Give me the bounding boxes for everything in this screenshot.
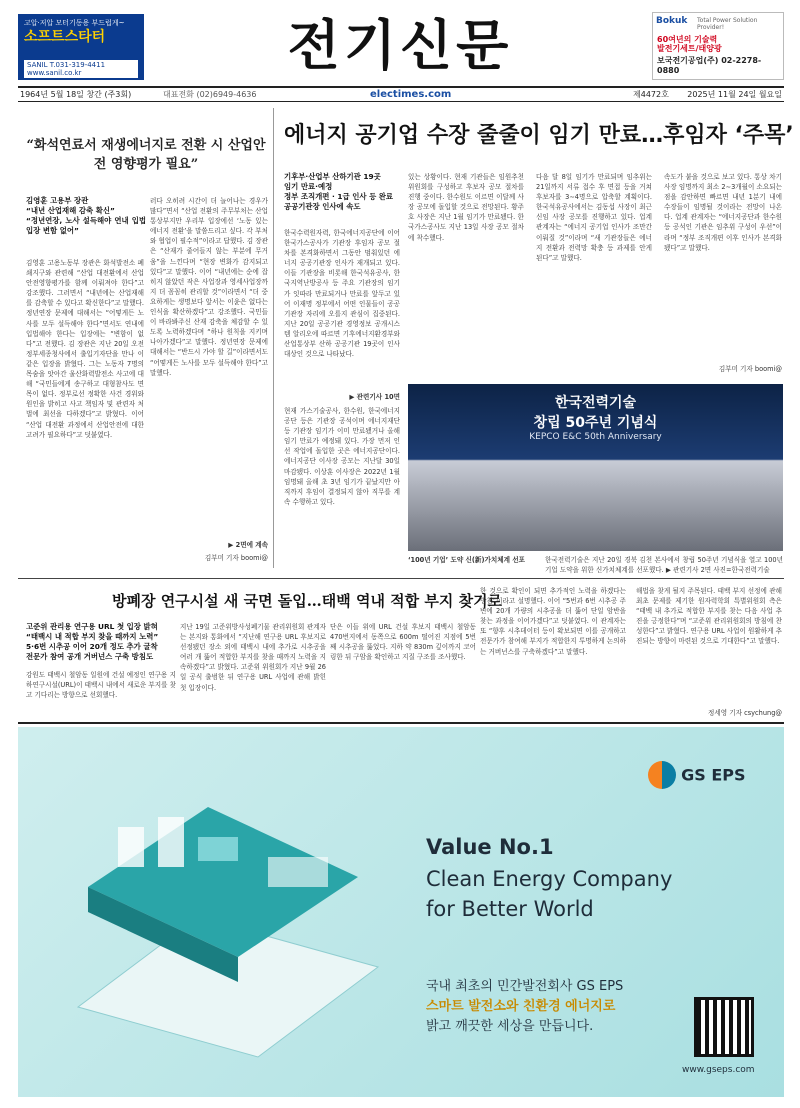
ad-line: 60여년의 기술력 발전기세트/태양광 xyxy=(657,35,722,53)
issue-date: 2025년 11월 24일 월요일 xyxy=(687,90,782,99)
top-right-ad[interactable] xyxy=(652,12,784,80)
section-divider xyxy=(18,578,784,579)
photo-subtitle: KEPCO E&C 50th Anniversary xyxy=(529,432,662,442)
photo-caption-title: ‘100년 기업’ 도약 신(新)가치체계 선포 xyxy=(408,556,526,564)
story2-body-col5: 속도가 붙을 것으로 보고 있다. 통상 차기 사장 임명까지 최소 2∼3개월이 소요되는 점을 감안하면 빠르면 내년 1분기 내에 수장들이 임명될 것이라는 전망이 나온다. 업계 관계자는 “에너지공단과 한수원 등 공석인 기관은 임추위 구성이 우선”이라며 “정부 조직개편 이후 인사가 본격화됐다”고 말했다. xyxy=(664,173,782,252)
smart-plant-illustration xyxy=(58,767,388,1077)
ad-contact: SANIL T.031-319-4411 www.sanil.co.kr xyxy=(24,60,138,78)
gs-eps-logo xyxy=(648,761,758,791)
ad-company: 보국전기공업(주) 02-2278-0880 xyxy=(657,56,762,75)
ad-copy: 밝고 깨끗한 세상을 만듭니다. xyxy=(426,1019,594,1034)
story3-sub: 고준위 관리용 연구용 URL 첫 입장 밝혀 “태백시 내 적합 부지 찾을 때까지 노력” 5·6번 시추공 이어 20개 정도 추가 굴착 전문가 참여 공개 거버넌스 구축 방침도 xyxy=(26,622,159,661)
ad-slogan: Clean Energy Company xyxy=(426,867,673,891)
dateline-bar xyxy=(18,86,784,102)
story2-body-col2: 현재 가스기술공사, 한수원, 한국에너지공단 등은 기관장 공석이며 에너지재단 등 기관장 임기가 이미 만료됐거나 올해 임기 만료가 예정돼 있다. 가장 먼저 인선 작업에 돌입한 곳은 에너지공단이다. 에너지공단 이사장 공모는 지난달 30일 마감됐다. 이상훈 이사장은 2022년 1월 임명돼 올해 초 3년 임기가 끝났지만 아직까지 후임이 결정되지 않아 직무를 계속 수행하고 있다. xyxy=(284,407,400,506)
ad-product: 소프트스타터 xyxy=(24,29,106,45)
phone: 대표전화 (02)6949-4636 xyxy=(163,90,257,99)
gs-brand-text: GS EPS xyxy=(681,765,746,785)
kepco-ceremony-photo xyxy=(408,384,783,551)
story3-body-col3: 단은 이들 위에 URL 건설 후보지 태백시 철암동 470번지에서 동쪽으로 600m 떨어진 지점에 5번째 시추공을 뚫었다. 지하 약 830m 깊이까지 코어링한 뒤 구암을 확인하고 지질 구조를 조사했다. xyxy=(330,623,476,662)
top-left-ad[interactable] xyxy=(18,14,144,80)
related-article-link[interactable]: ▶ 관련기사 10면 xyxy=(349,393,400,401)
masthead-logo: 전기신문 xyxy=(287,13,513,77)
story2-headline[interactable]: 에너지 공기업 수장 줄줄이 임기 만료…후임자 ‘주목’ xyxy=(284,123,794,148)
gs-logo-icon xyxy=(648,761,676,789)
story3-body-col5: 해법을 찾게 될지 주목된다. 태백 부지 선정에 관해 최초 문제를 제기한 원자력학회 특별위원회 측은 “태백 내 추가로 적합한 부지를 찾는 다음 사업 추진을 긍정한다”며 “고준위 관리위원회의 방침에 찬성한다”고 밝혔다. 연구용 URL 사업이 원활하게 추진되는 방향이 마련된 것으로 기대한다”고 말했다. xyxy=(636,587,782,646)
story2-body-col4: 다음 달 8일 임기가 만료되며 임추위는 21일까지 서류 접수 후 면접 등을 거쳐 후보자를 3∼4명으로 압축할 계획이다. 한국석유공사에서는 김동섭 사장이 최근 신임 사장 공모를 진행하고 있다. 업계 관계자는 “에너지 공기업 인사가 조만간 이뤄질 것”이라며 “새 기관장들은 에너지 전환과 전력망 확충 등 과제를 안게 된다”고 말했다. xyxy=(536,173,652,262)
ad-copy: 국내 최초의 민간발전회사 GS EPS xyxy=(426,979,624,994)
photo-title: 한국전력기술 xyxy=(554,395,637,411)
story1-body-col1: 김영훈 고용노동부 장관은 화석발전소 폐쇄지구와 관련해 “산업 대전환에서 산업안전영향평가를 함께 이뤄져야 한다”고 강조했다. 그러면서 “내년에는 산업재해를 감축할 수 있다고 확신한다”고 말했다. 정년연장 문제에 대해서는 “어떻게든 노사를 모두 설득해야 한다”면서도 연내에 입법해야 한다는 입장에는 “변함이 없다”고 전했다. 김 장관은 지난 20일 오전 정부세종청사에서 출입기자단을 만나 이 같은 입장을 밝혔다. 그는 노동자 7명의 목숨을 앗아간 울산화력발전소 사고에 대해 “국민들에게 송구하고 대형참사도 면목이 없다. 정부로선 정확한 사건 경위와 원인을 밝히고 사고 책임자 및 관련자 처벌에 최선을 다하겠다”고 밝혔다. 이어 “산업 대전환 과정에서 산업안전에 대한 고려가 필요하다”고 덧붙였다. xyxy=(26,259,144,439)
story3-body-col1: 강원도 태백시 철암동 일원에 건설 예정인 연구용 지하연구시설(URL)이 태백시 내에서 새로운 부지를 찾고 기다리는 방향으로 선회했다. xyxy=(26,671,176,700)
ad-slogan: for Better World xyxy=(426,897,594,921)
column-divider xyxy=(273,108,274,568)
ad-url[interactable]: www.gseps.com xyxy=(682,1065,755,1075)
story1-byline: 김부미 기자 boomi@ xyxy=(204,554,268,562)
ad-line: 고압·저압 모터기동용 부드럽게~ xyxy=(24,19,125,27)
story2-body-col1: 한국수력원자력, 한국에너지공단에 이어 한국가스공사가 기관장 후임자 공모 절차를 본격화하면서 그동안 멈춰있던 에너지 공공기관장 인사가 재개되고 있다. 이들 기관장을 비롯해 한국석유공사, 한국지역난방공사 등 주요 기관장의 임기가 잇따라 만료되거나 만료를 앞두고 있어 이재명 정부에서 어떤 인물들이 공공기관장 자리에 오를지 관심이 집중된다. 지난 20일 공공기관 경영정보 공개시스템 알리오에 따르면 기후에너지환경부와 산업통상부 산하 공공기관 19곳이 인사 대상인 것으로 나타났다. xyxy=(284,229,400,359)
story1-body-col2: 러다 오히려 시간이 더 늘어나는 경우가 많다”면서 “산업 전환의 주무부처는 산업통상부지만 우리부 입장에선 ‘노동 있는 에너지 전환’을 말씀드리고 싶다. 각 부처와 협업이 필수적”이라고 답했다. 김 장관은 “산재가 줄어들지 않는 부분에 무거움”을 느낀다며 “현장 변화가 감지되고 있다”고 말했다. 이어 “내년에는 순에 잡히지 않았던 작은 사업장과 영세사업장까지 더 꼼꼼히 관리할 것”이라면서 “더 중요하게는 생명보다 앞서는 이윤은 없다는 인식을 확산하겠다”고 강조했다. 국민들이 바라봐주신 산재 감축을 체감할 수 있도록 노력하겠다며 “하나 원칙을 지키며 나아가겠다”고 말했다. 정년연장 문제에 대해서는 “반드시 가야 할 길”이라면서도 “어떻게든 노사를 모두 설득해야 한다”고 말했다. xyxy=(150,197,268,377)
story2-byline: 김부미 기자 boomi@ xyxy=(718,365,782,373)
ad-slogan: Value No.1 xyxy=(426,835,554,859)
ad-brand: Bokuk xyxy=(656,16,688,26)
story2-sub: 기후부·산업부 산하기관 19곳 임기 만료·예정 정부 조직개편 · 1급 인사 등 완료 공공기관장 인사에 속도 xyxy=(284,172,394,211)
story3-byline: 정세영 기자 csychung@ xyxy=(708,709,782,717)
story3-headline[interactable]: 방폐장 연구시설 새 국면 돌입…태백 역내 적합 부지 찾기로 xyxy=(112,592,503,610)
qr-code[interactable] xyxy=(694,997,754,1057)
story1-continued: ▶ 2면에 계속 xyxy=(228,541,268,549)
story3-body-col4: 한 것으로 확인이 되면 추가적인 노력을 하겠다는 방침”이라고 설명했다. 이어 “5번과 6번 시추공 주변에 20개 가량의 시추공을 더 뚫어 단일 암반을 찾는 과정을 이어가겠다”고 덧붙였다. 이 관계자는 또 “향후 시추데이터 등이 확보되면 이를 공개하고 전문가가 참여해 부지가 적합한지 투명하게 논의하는 거버넌스를 구축하겠다”고 말했다. xyxy=(480,587,626,656)
story1-headline[interactable]: “화석연료서 재생에너지로 전환 시 산업안전 영향평가 필요” xyxy=(26,138,266,172)
issue-number: 제4472호 xyxy=(633,90,669,99)
ad-copy: 스마트 발전소와 친환경 에너지로 xyxy=(426,999,616,1014)
gs-eps-ad[interactable] xyxy=(18,727,784,1097)
photo-title: 창립 50주년 기념식 xyxy=(533,415,658,431)
ad-divider xyxy=(18,722,784,724)
story1-sub: 김영훈 고용부 장관 “내년 산업재해 감축 확신” “정년연장, 노사 설득해야 연내 입법 입장 변함 없어” xyxy=(26,196,146,235)
story3-body-col2: 지난 19일 고준위방사성폐기물 관리위원회 관계자는 본지와 통화에서 “지난해 연구용 URL 후보지로 선정됐던 장소 외에 태백시 내에 추가로 시추공을 여러 개 뚫어 적합한 부지를 찾을 때까지 노력을 지속하겠다”고 밝혔다. 고준위 위원회가 지난 9월 26일 공식 출범한 뒤 연구용 URL 사업에 관해 밝힌 첫 입장이다. xyxy=(180,623,326,692)
founded-date: 1964년 5월 18일 창간 (주3회) xyxy=(20,90,132,99)
photo-caption: 한국전력기술은 지난 20일 경북 김천 본사에서 창립 50주년 기념식을 열고 100년 기업 도약을 위한 신가치체계를 선포했다. ▶ 관련기사 2면 사진=한국전력기술 xyxy=(545,556,783,575)
ad-tag: Total Power Solution Provider! xyxy=(697,17,758,31)
site-link[interactable]: electimes.com xyxy=(370,89,452,100)
story2-body-col3: 있는 상황이다. 현재 기관들은 임원추천위원회를 구성하고 후보자 공모 절차를 진행 중이다. 한수원도 이르면 이달께 사장 공모에 돌입할 것으로 전망된다. 황주호 사장은 지난 1월 임기가 만료됐다. 한국가스공사도 지난 13일 사장 공모 절차에 착수했다. xyxy=(408,173,524,242)
